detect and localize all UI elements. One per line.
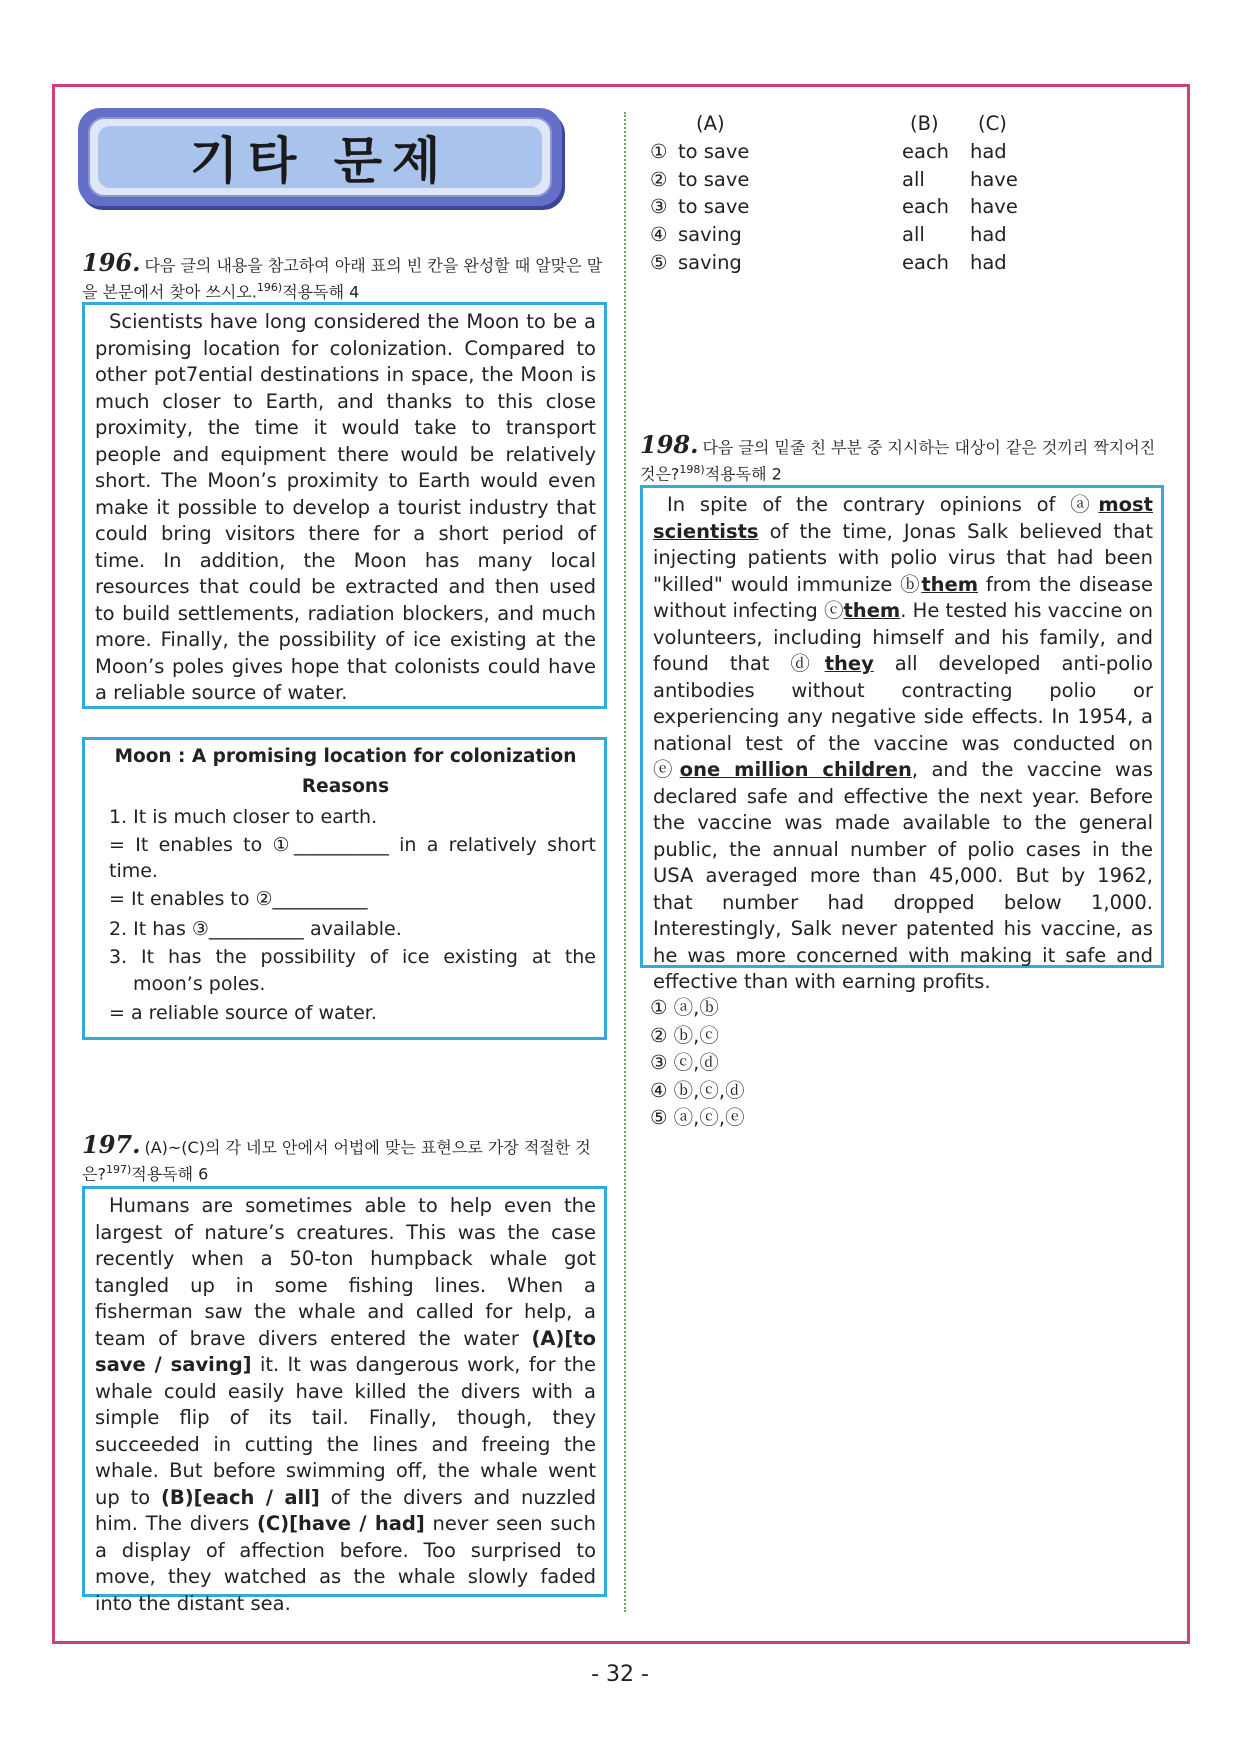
choice-c: have: [970, 195, 1018, 218]
q197-number: 197.: [82, 1130, 141, 1159]
underline-b: them: [921, 572, 979, 596]
q197-passage-box: [82, 1186, 607, 1615]
q197-choices-table: [650, 110, 1070, 280]
q198-number: 198.: [640, 430, 699, 459]
section-title-banner: [78, 108, 562, 206]
choices-header-b: (B): [910, 112, 939, 135]
bracket-a: (A)[to save / saving]: [95, 1326, 596, 1376]
choice-number[interactable]: ⑤: [650, 251, 668, 274]
q198-header: 198. 다음 글의 밑줄 친 부분 중 지시하는 대상이 같은 것끼리 짝지어진 것은?$^{198)}$적용독해 2: [640, 430, 1156, 484]
choice-b: each: [902, 251, 950, 274]
summary-line: 2. It has ③__________ available.: [109, 918, 402, 940]
q196-header: 196. 다음 글의 내용을 참고하여 아래 표의 빈 칸을 완성할 때 알맞은 말을 본문에서 찾아 쓰시오.$^{196)}$적용독해 4: [82, 248, 603, 302]
q196-number: 196.: [82, 248, 141, 277]
q197-header: 197. (A)~(C)의 각 네모 안에서 어법에 맞는 표현으로 가장 적절한 것은?$^{197)}$적용독해 6: [82, 1130, 591, 1184]
choice-item[interactable]: ③ ⓒ,ⓓ: [650, 1051, 719, 1074]
q196-stem: 다음 글의 내용을 참고하여 아래 표의 빈 칸을 완성할 때 알맞은 말을 본문에서 찾아 쓰시오.: [82, 256, 603, 302]
underline-a: most scientists: [653, 493, 1153, 543]
choice-number[interactable]: ②: [650, 168, 668, 191]
choice-b: all: [902, 168, 925, 191]
q197-stem: (A)~(C)의 각 네모 안에서 어법에 맞는 표현으로 가장 적절한 것은?: [82, 1138, 591, 1184]
page-number: - 32 -: [591, 1662, 649, 1687]
q196-passage-box: [82, 302, 607, 709]
summary-line: 1. It is much closer to earth.: [109, 806, 378, 828]
bracket-c: (C)[have / had]: [257, 1512, 425, 1535]
choice-b: each: [902, 140, 950, 163]
summary-line: 3. It has the possibility of ice existing at the moon’s poles.: [109, 946, 596, 995]
q198-passage: In spite of the contrary opinions of ⓐmost scientists of the time, Jonas Salk believed that injecting patients with polio virus that had been "killed" would immunize ⓑthem from the disease without infecting ⓒthem. He tested his vaccine on volunteers, including himself and his family, and found that ⓓthey all developed anti-polio antibodies without contracting polio or experiencing any negative side effects. In 1954, a national test of the vaccine was conducted on ⓔone million children, and the vaccine was declared safe and effective the next year. Before the vaccine was made available to the general public, the annual number of polio cases in the USA averaged more than 45,000. But by 1962, that number had dropped below 1,000. Interestingly, Salk never patented his vaccine, as he was more concerned with making it safe and effective than with earning profits.: [653, 493, 1153, 993]
choice-item[interactable]: ② ⓑ,ⓒ: [650, 1023, 719, 1047]
q196-source: 적용독해 4: [282, 282, 360, 302]
q197-passage: Humans are sometimes able to help even the largest of nature’s creatures. This was the case recently when a 50-ton humpback whale got tangled up in some fishing lines. When a fisherman saw the whale and called for help, a team of brave divers entered the water (A)[to save / saving] it. It was dangerous work, for the whale could easily have killed the divers with a simple flip of its tail. Finally, though, they succeeded in cutting the lines and freeing the whale. But before swimming off, the whale went up to (B)[each / all] of the divers and nuzzled him. The divers (C)[have / had] never seen such a display of affection before. Too surprised to move, they watched as the whale slowly faded into the distant sea.: [95, 1194, 596, 1615]
summary-title: Moon : A promising location for colonization: [114, 746, 577, 767]
choice-number[interactable]: ③: [650, 195, 668, 218]
q198-choices: [650, 994, 950, 1132]
choice-item[interactable]: ④ ⓑ,ⓒ,ⓓ: [650, 1078, 745, 1102]
summary-line: = It enables to ①__________ in a relatively short time.: [109, 834, 596, 882]
choice-c: had: [970, 140, 1007, 163]
underline-d: they: [824, 652, 874, 675]
q196-passage: Scientists have long considered the Moon to be a promising location for colonization. Compared to other pot7ential destinations in space, the Moon is much closer to Earth, and thanks to this close proximity, the time it would take to transport people and equipment there would be relatively short. The Moon’s proximity to Earth would even make it possible to develop a tourist industry that could bring visitors there for a short period of time. In addition, the Moon has many local resources that could be extracted and then used to build settlements, radiation blockers, and much more. Finally, the possibility of ice existing at the Moon’s poles gives hope that colonists could have a reliable source of water.: [95, 310, 596, 704]
choice-c: have: [970, 168, 1018, 191]
column-divider: [624, 112, 626, 1612]
choice-item[interactable]: ① ⓐ,ⓑ: [650, 996, 719, 1019]
choice-c: had: [970, 251, 1007, 274]
choice-a: to save: [678, 140, 750, 163]
choice-number[interactable]: ④: [650, 223, 668, 246]
choice-item[interactable]: ⑤ ⓐ,ⓒ,ⓔ: [650, 1106, 745, 1129]
choice-number[interactable]: ①: [650, 140, 668, 163]
choice-a: saving: [678, 223, 742, 246]
choices-header-a: (A): [696, 112, 725, 135]
choice-c: had: [970, 223, 1007, 246]
q198-passage-box: [640, 485, 1164, 993]
summary-line: = a reliable source of water.: [109, 1002, 377, 1024]
choice-b: each: [902, 195, 950, 218]
underline-c: them: [843, 599, 901, 622]
underline-e: one million children: [679, 758, 912, 781]
choice-a: to save: [678, 168, 750, 191]
q196-summary-table: [82, 737, 607, 1040]
q198-stem: 다음 글의 밑줄 친 부분 중 지시하는 대상이 같은 것끼리 짝지어진 것은?: [640, 438, 1156, 484]
summary-line: = It enables to ②__________: [109, 888, 368, 910]
summary-subtitle: Reasons: [301, 776, 390, 797]
section-title: 기타 문제: [189, 132, 451, 190]
choice-a: saving: [678, 251, 742, 274]
choices-header-c: (C): [978, 112, 1007, 135]
choice-a: to save: [678, 195, 750, 218]
bracket-b: (B)[each / all]: [160, 1485, 320, 1509]
q198-source: 적용독해 2: [704, 464, 782, 484]
q197-source: 적용독해 6: [131, 1164, 209, 1184]
choice-b: all: [902, 223, 925, 246]
